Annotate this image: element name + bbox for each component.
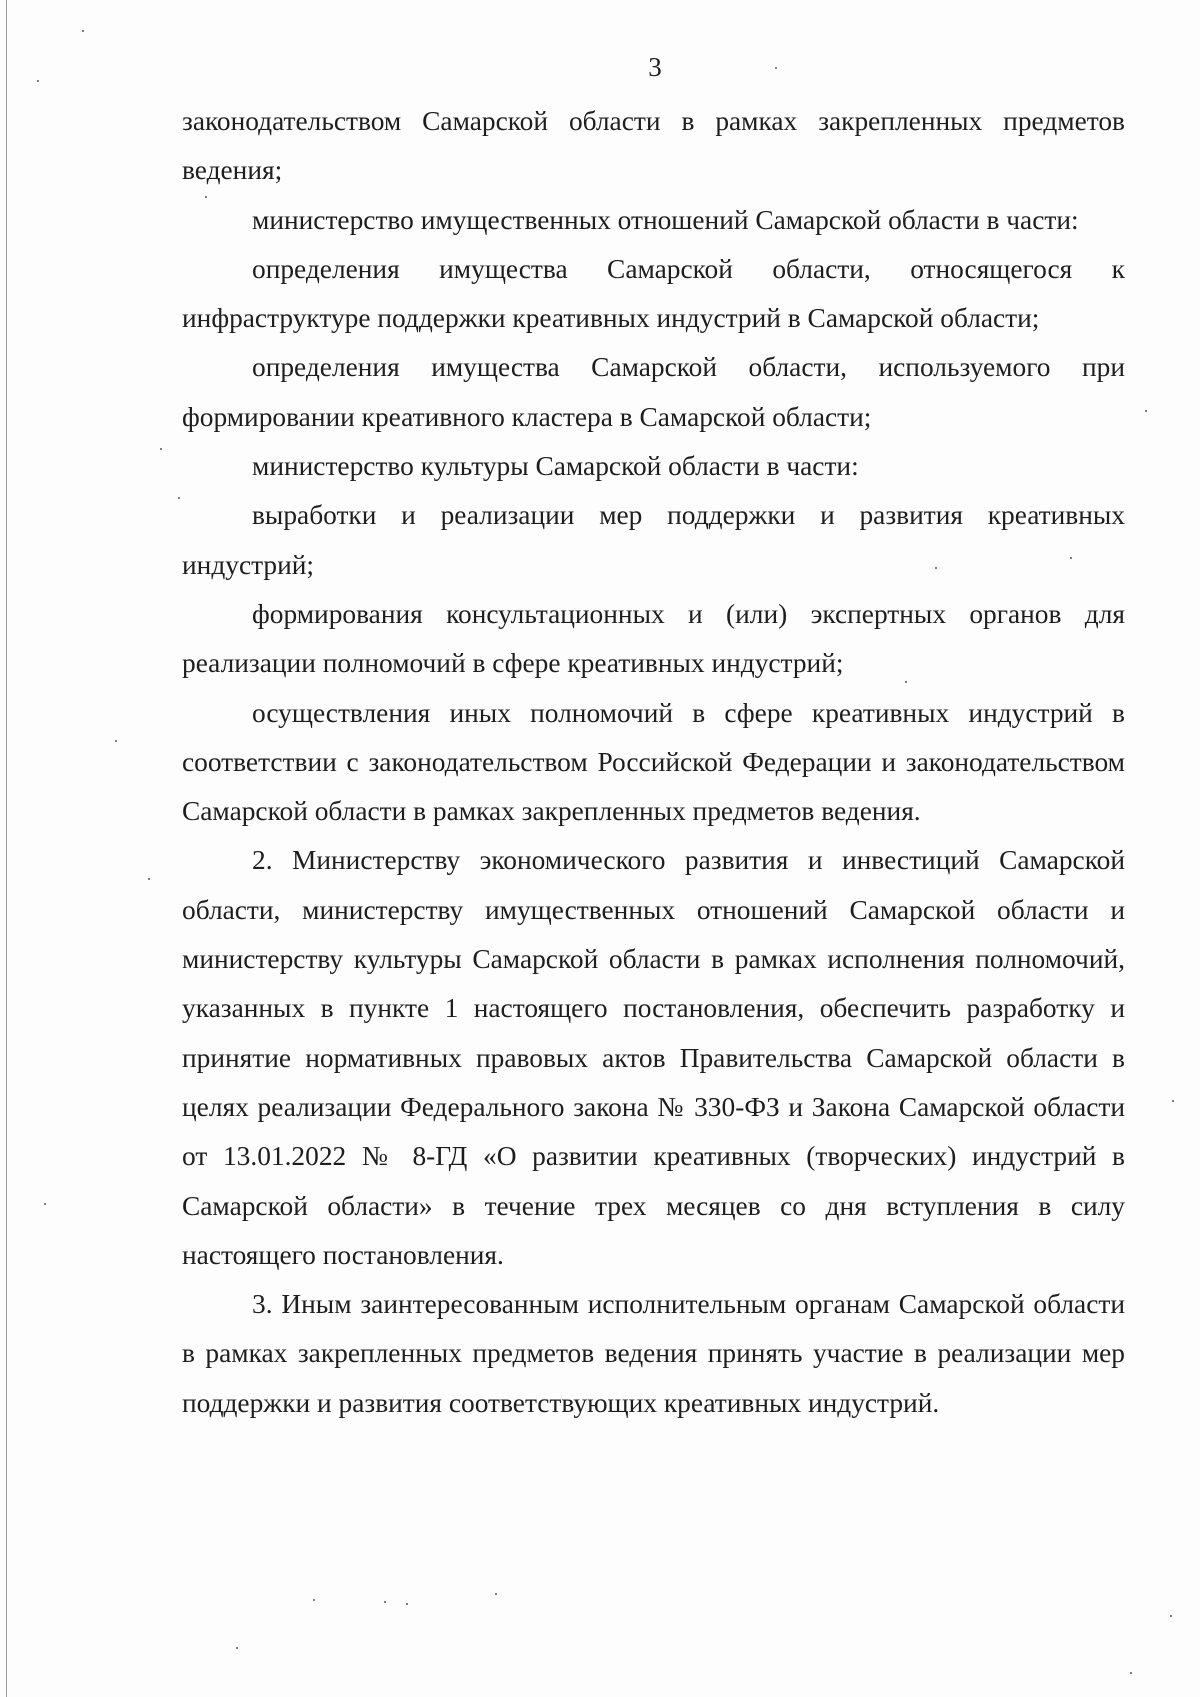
- scan-speck: [384, 1601, 386, 1603]
- scan-speck: [205, 196, 207, 198]
- scan-speck: [1070, 557, 1072, 559]
- paragraph-property-cluster: определения имущества Самарской области, используемого при формировании креативного кластера в Самарской области;: [182, 352, 1125, 432]
- scan-speck: [935, 567, 937, 569]
- scan-speck: [1145, 410, 1147, 412]
- document-body: [182, 97, 1125, 1428]
- scan-speck: [82, 30, 84, 32]
- scan-speck: [775, 67, 777, 69]
- scan-speck: [905, 681, 907, 683]
- scan-speck: [313, 1599, 315, 1601]
- page-number: 3: [648, 52, 662, 82]
- scan-speck: [495, 1593, 497, 1595]
- scan-speck: [1130, 1672, 1132, 1674]
- scan-speck: [148, 878, 150, 880]
- paragraph-continuation: законодательством Самарской области в рамках закрепленных предметов ведения;: [182, 106, 1125, 186]
- scan-speck: [44, 1203, 46, 1205]
- paragraph-clause-3: 3. Иным заинтересованным исполнительным органам Самарской области в рамках закрепленных предметов ведения принять участие в реализации мер поддержки и развития соответствующих креативных индустрий.: [182, 1289, 1125, 1418]
- paragraph-property-ministry: министерство имущественных отношений Самарской области в части:: [252, 204, 1079, 235]
- paragraph-culture-support: выработки и реализации мер поддержки и развития креативных индустрий;: [182, 500, 1125, 580]
- paragraph-property-infrastructure: определения имущества Самарской области, относящегося к инфраструктуре поддержки креативных индустрий в Самарской области;: [182, 253, 1125, 334]
- paragraph-clause-2: 2. Министерству экономического развития и инвестиций Самарской области, министерству имущественных отношений Самарской области и министерству культуры Самарской области в рамках исполнения полномочий, указанных в пункте 1 настоящего постановления, обеспечить разработку и принятие нормативных правовых актов Правительства Самарской области в целях реализации Федерального закона № 330-ФЗ и Закона Самарской области от 13.01.2022 № 8-ГД «О развитии креативных (творческих) индустрий в Самарской области» в течение трех месяцев со дня вступления в силу настоящего постановления.: [182, 845, 1125, 1270]
- scan-speck: [115, 740, 117, 742]
- scan-speck: [1172, 1100, 1174, 1102]
- scan-speck: [406, 1603, 408, 1605]
- scan-edge-line: [6, 0, 7, 1697]
- scan-speck: [1170, 1615, 1172, 1617]
- scan-speck: [37, 80, 39, 82]
- scan-speck: [178, 497, 180, 499]
- paragraph-culture-other-powers: осуществления иных полномочий в сфере креативных индустрий в соответствии с законодательством Российской Федерации и законодательством Самарской области в рамках закрепленных предметов ведения.: [182, 697, 1125, 827]
- scan-speck: [160, 448, 162, 450]
- paragraph-culture-expert-bodies: формирования консультационных и (или) экспертных органов для реализации полномочий в сфере креативных индустрий;: [182, 598, 1125, 679]
- scan-speck: [236, 1647, 238, 1649]
- paragraph-culture-ministry: министерство культуры Самарской области в части:: [252, 451, 859, 482]
